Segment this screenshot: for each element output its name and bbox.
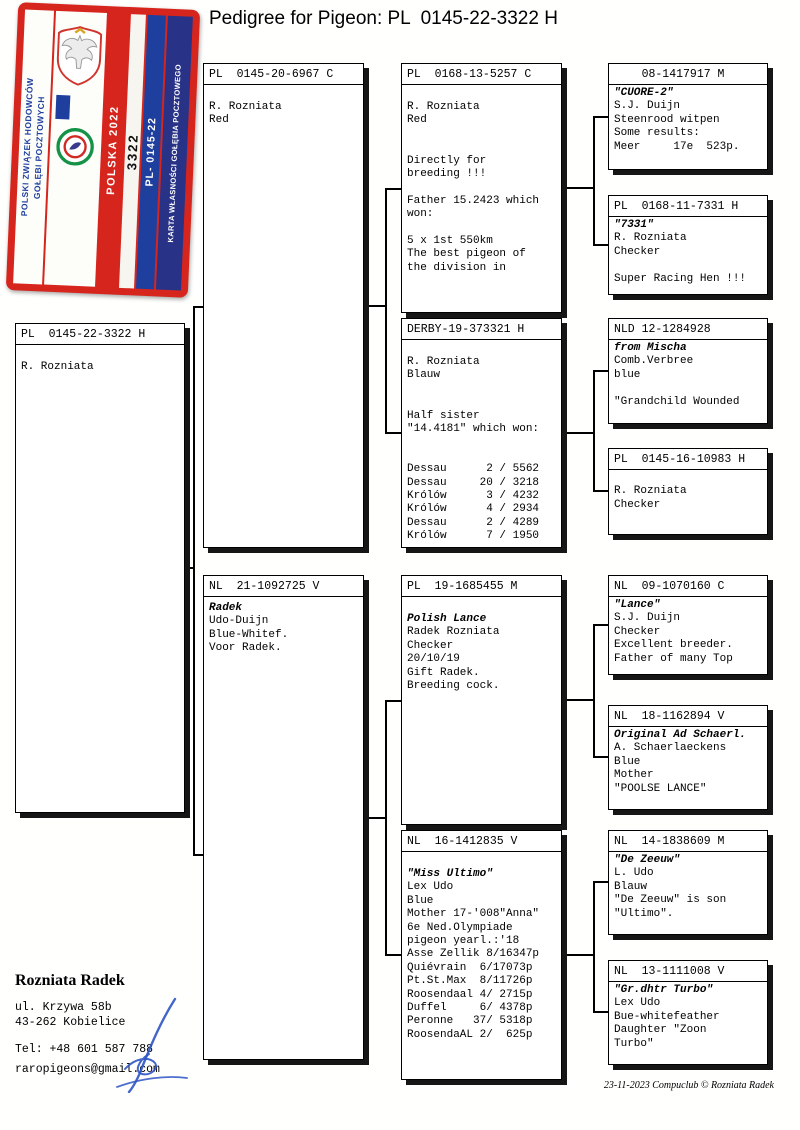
pedigree-text-line: Blauw bbox=[614, 880, 648, 893]
pedigree-text-line: "14.4181" which won: bbox=[407, 423, 540, 435]
pedigree-text-line bbox=[407, 383, 556, 396]
eagle-emblem-icon bbox=[54, 25, 105, 87]
pedigree-text-line: "Ultimo". bbox=[614, 907, 674, 920]
ring-number: 08-1417917 M bbox=[609, 64, 767, 85]
pedigree-text-line: A. Schaerlaeckens bbox=[614, 742, 727, 755]
pedigree-text-line: R. Rozniata bbox=[407, 101, 480, 113]
pedigree-text-line: R. Rozniata bbox=[209, 101, 282, 113]
pedigree-text-line: Mother 17-'008"Anna" bbox=[407, 908, 540, 921]
owner-name: Rozniata Radek bbox=[15, 972, 125, 989]
pedigree-box-sd bbox=[401, 318, 562, 548]
ring-number: PL 0145-22-3322 H bbox=[16, 324, 184, 345]
pedigree-box-sds bbox=[608, 318, 768, 424]
pedigree-text-line: won: bbox=[407, 208, 434, 221]
pedigree-text-line: R. Rozniata bbox=[614, 485, 687, 498]
connector-line bbox=[562, 187, 594, 189]
pedigree-text-line: R. Rozniata bbox=[614, 232, 687, 245]
ring-number: NL 21-1092725 V bbox=[204, 576, 363, 597]
pedigree-text-line: R. Rozniata bbox=[21, 361, 94, 373]
pedigree-text-line: breeding !!! bbox=[407, 168, 487, 180]
pedigree-text-line: "Gr.dhtr Turbo" bbox=[614, 984, 714, 996]
pedigree-text-line: Quiévrain 6/17073p bbox=[407, 961, 533, 974]
pedigree-text-line: Blue bbox=[614, 755, 641, 768]
pedigree-text-line: 6e Ned.Olympiade bbox=[407, 921, 513, 934]
pedigree-text-line: The best pigeon of bbox=[407, 248, 526, 261]
pedigree-text-line: R. Rozniata bbox=[407, 356, 480, 368]
ring-number: PL 0168-11-7331 H bbox=[609, 196, 767, 217]
pedigree-box-dss bbox=[608, 575, 768, 675]
connector-line bbox=[193, 306, 195, 856]
card-serial-number: 3322 bbox=[124, 132, 141, 171]
pedigree-text-line: Voor Radek. bbox=[209, 642, 282, 655]
connector-line bbox=[593, 624, 595, 758]
pedigree-text-line: Gift Radek. bbox=[407, 666, 480, 679]
connector-line bbox=[593, 881, 595, 1013]
card-year-label: POLSKA 2022 bbox=[105, 105, 122, 196]
pedigree-text-line: Duffel 6/ 4378p bbox=[407, 1002, 533, 1015]
pedigree-text-line: Half sister bbox=[407, 409, 480, 422]
ring-number: PL 0168-13-5257 C bbox=[402, 64, 561, 85]
pedigree-text-line: 5 x 1st 550km bbox=[407, 235, 493, 247]
pedigree-text-line: Checker bbox=[407, 639, 454, 652]
pedigree-text-line: Roosendaal 4/ 2715p bbox=[407, 988, 533, 1001]
pedigree-text-line: Blauw bbox=[407, 369, 441, 382]
pedigree-text-line: Lex Udo bbox=[407, 881, 454, 894]
connector-line bbox=[593, 490, 609, 492]
page-title: Pedigree for Pigeon: PL 0145-22-3322 H bbox=[209, 8, 558, 29]
pedigree-box-dam bbox=[203, 575, 364, 1060]
pedigree-text-line: Meer 17e 523p. bbox=[614, 140, 740, 153]
pedigree-text-line: Super Racing Hen !!! bbox=[614, 272, 747, 285]
pedigree-text-line: RoosendaAL 2/ 625p bbox=[407, 1028, 533, 1041]
pedigree-text-line bbox=[407, 450, 556, 463]
connector-line bbox=[385, 432, 402, 434]
pedigree-text-line: Królów 3 / 4232 bbox=[407, 490, 540, 502]
pedigree-text-line: Breeding cock. bbox=[407, 680, 500, 693]
pedigree-text-line: Polish Lance bbox=[407, 613, 487, 625]
pedigree-text-line: "Grandchild Wounded bbox=[614, 395, 740, 408]
owner-phone: Tel: +48 601 587 788 bbox=[15, 1043, 154, 1056]
pedigree-box-sss bbox=[608, 63, 768, 170]
blue-chip bbox=[55, 95, 70, 120]
pedigree-text-line: Excellent breeder. bbox=[614, 639, 733, 652]
pedigree-text-line: pigeon yearl.:'18 bbox=[407, 935, 520, 948]
connector-line bbox=[385, 188, 402, 190]
pedigree-text-line: Red bbox=[407, 114, 427, 127]
ring-number: NLD 12-1284928 bbox=[609, 319, 767, 340]
pedigree-text-line: Radek Rozniata bbox=[407, 626, 500, 639]
pedigree-text-line bbox=[614, 382, 762, 395]
pedigree-box-dsd bbox=[608, 705, 768, 810]
pedigree-text-line: Dessau 2 / 5562 bbox=[407, 463, 540, 476]
pedigree-text-line: Lex Udo bbox=[614, 997, 661, 1010]
pedigree-box-dd bbox=[401, 830, 562, 1080]
pedigree-text-line bbox=[407, 141, 556, 154]
pedigree-text-line: from Mischa bbox=[614, 342, 687, 354]
pedigree-text-line: L. Udo bbox=[614, 867, 654, 880]
connector-line bbox=[593, 370, 609, 372]
pedigree-text-line: blue bbox=[614, 368, 641, 381]
pedigree-text-line: the division in bbox=[407, 261, 507, 274]
pedigree-text-line: Checker bbox=[614, 625, 661, 638]
pedigree-text-line: Dessau 20 / 3218 bbox=[407, 476, 540, 489]
pedigree-text-line: Daughter "Zoon bbox=[614, 1024, 707, 1037]
owner-email: raropigeons@gmail.com bbox=[15, 1063, 160, 1076]
ring-number: PL 0145-16-10983 H bbox=[609, 449, 767, 470]
ring-number: NL 14-1838609 M bbox=[609, 831, 767, 852]
ring-number: PL 19-1685455 M bbox=[402, 576, 561, 597]
ring-number: NL 09-1070160 C bbox=[609, 576, 767, 597]
pedigree-box-subject bbox=[15, 323, 185, 813]
pedigree-text-line bbox=[407, 181, 556, 194]
pedigree-text-line: Radek bbox=[209, 602, 243, 614]
pedigree-text-line: Blue bbox=[407, 894, 434, 907]
pedigree-text-line: Red bbox=[209, 114, 229, 127]
pedigree-text-line bbox=[407, 436, 556, 449]
connector-line bbox=[593, 1011, 609, 1013]
pedigree-text-line: S.J. Duijn bbox=[614, 612, 681, 625]
pedigree-text-line bbox=[614, 259, 762, 272]
connector-line bbox=[593, 881, 609, 883]
connector-line bbox=[593, 116, 609, 118]
pedigree-box-dds bbox=[608, 830, 768, 935]
connector-line bbox=[562, 432, 594, 434]
pedigree-text-line: "CUORE-2" bbox=[614, 87, 674, 99]
connector-line bbox=[593, 624, 609, 626]
ring-number: NL 16-1412835 V bbox=[402, 831, 561, 852]
connector-line bbox=[562, 699, 594, 701]
pedigree-box-ssd bbox=[608, 195, 768, 295]
pedigree-text-line: Comb.Verbree bbox=[614, 355, 694, 368]
pedigree-box-sire bbox=[203, 63, 364, 548]
pedigree-text-line: Królów 4 / 2934 bbox=[407, 503, 540, 516]
pedigree-text-line: "7331" bbox=[614, 219, 654, 231]
connector-line bbox=[364, 817, 387, 819]
connector-line bbox=[593, 756, 609, 758]
ring-number: DERBY-19-373321 H bbox=[402, 319, 561, 340]
association-name-line2: GOŁĘBI POCZTOWYCH bbox=[32, 95, 47, 199]
pedigree-text-line: Father of many Top bbox=[614, 652, 733, 665]
signature bbox=[103, 993, 198, 1093]
connector-line bbox=[385, 954, 402, 956]
pedigree-text-line: Checker bbox=[614, 245, 661, 258]
pedigree-text-line: Asse Zellik 8/16347p bbox=[407, 948, 540, 961]
pedigree-text-line: "De Zeeuw" bbox=[614, 854, 681, 866]
pedigree-box-ddd bbox=[608, 960, 768, 1065]
pedigree-text-line bbox=[614, 472, 762, 485]
connector-line bbox=[385, 188, 387, 434]
pedigree-text-line: "Miss Ultimo" bbox=[407, 868, 493, 880]
ring-number: PL 0145-20-6967 C bbox=[204, 64, 363, 85]
footer-credit: 23-11-2023 Compuclub © Rozniata Radek bbox=[603, 1080, 774, 1091]
card-title-text: KARTA WŁASNOŚCI GOŁĘBIA POCZTOWEGO bbox=[166, 63, 183, 243]
pedigree-text-line: S.J. Duijn bbox=[614, 100, 681, 113]
pedigree-text-line: "POOLSE LANCE" bbox=[614, 782, 707, 795]
pedigree-text-line: Father 15.2423 which bbox=[407, 194, 540, 207]
pedigree-text-line: Steenrood witpen bbox=[614, 113, 720, 126]
pedigree-box-sdd bbox=[608, 448, 768, 535]
pedigree-text-line: "De Zeeuw" is son bbox=[614, 894, 727, 907]
pedigree-text-line bbox=[407, 396, 556, 409]
pedigree-text-line: Udo-Duijn bbox=[209, 615, 269, 628]
pedigree-text-line: Peronne 37/ 5318p bbox=[407, 1015, 533, 1028]
pedigree-text-line: Original Ad Schaerl. bbox=[614, 729, 747, 741]
ownership-card bbox=[6, 2, 200, 298]
pedigree-text-line: Blue-Whitef. bbox=[209, 628, 289, 641]
pedigree-box-ds bbox=[401, 575, 562, 825]
pzhgp-logo-icon bbox=[56, 127, 96, 167]
pedigree-text-line: Directly for bbox=[407, 154, 487, 167]
connector-line bbox=[562, 954, 594, 956]
pedigree-text-line bbox=[407, 128, 556, 141]
pedigree-text-line: Pt.St.Max 8/11726p bbox=[407, 975, 533, 988]
connector-line bbox=[385, 700, 402, 702]
card-ring-series: PL- 0145-22 bbox=[143, 117, 159, 188]
pedigree-text-line: Turbo" bbox=[614, 1037, 654, 1050]
association-name-line1: POLSKI ZWIĄZEK HODOWCÓW bbox=[19, 77, 36, 217]
pedigree-text-line: "Lance" bbox=[614, 599, 661, 611]
connector-line bbox=[364, 305, 387, 307]
owner-address-line1: ul. Krzywa 58b bbox=[15, 1001, 112, 1014]
pedigree-text-line: Some results: bbox=[614, 127, 700, 140]
ring-number: NL 18-1162894 V bbox=[609, 706, 767, 727]
pedigree-text-line: Mother bbox=[614, 769, 654, 782]
connector-line bbox=[593, 370, 595, 492]
pedigree-box-ss bbox=[401, 63, 562, 313]
pedigree-text-line: Bue-whitefeather bbox=[614, 1010, 720, 1023]
pedigree-text-line: 20/10/19 bbox=[407, 653, 460, 666]
connector-line bbox=[593, 116, 595, 246]
pedigree-text-line: Królów 7 / 1950 bbox=[407, 530, 540, 543]
card-emblem-column bbox=[44, 11, 107, 287]
connector-line bbox=[385, 700, 387, 956]
ring-number: NL 13-1111008 V bbox=[609, 961, 767, 982]
pedigree-text-line bbox=[407, 222, 556, 235]
pedigree-text-line: Dessau 2 / 4289 bbox=[407, 516, 540, 529]
connector-line bbox=[593, 244, 609, 246]
pedigree-text-line: Checker bbox=[614, 498, 661, 511]
owner-address-line2: 43-262 Kobielice bbox=[15, 1016, 126, 1029]
